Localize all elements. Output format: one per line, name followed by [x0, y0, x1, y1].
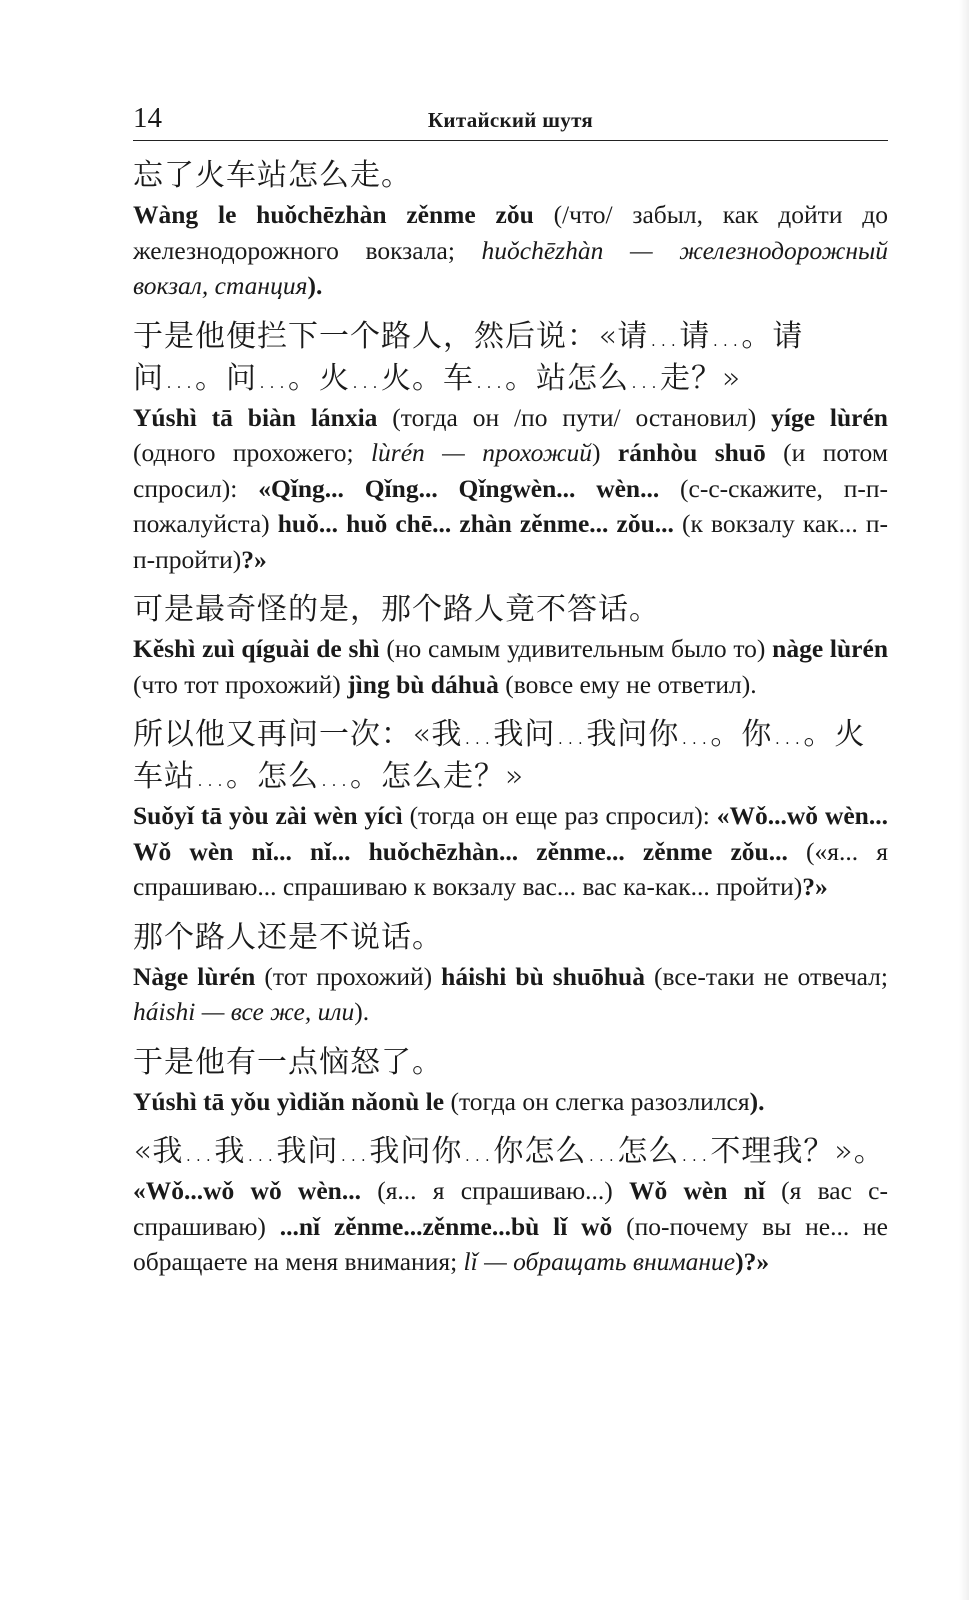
- pinyin-text: )?»: [735, 1247, 770, 1276]
- pinyin-text: «Wǒ...wǒ wèn... Wǒ wèn nǐ... nǐ... huǒchēzhàn... zěnme... zěnme zǒu...: [133, 801, 888, 866]
- text-block: [133, 1131, 888, 1280]
- gloss-text: huǒchēzhàn — железнодорожный вокзал, станция: [133, 235, 889, 300]
- translation-text: (по-почему вы не... не обращаете на меня внимания;: [133, 1211, 888, 1276]
- gloss-text: lǐ — обращать внимание: [463, 1247, 736, 1276]
- pinyin-translation: [133, 197, 888, 304]
- pinyin-text: háishi bù shuōhuà: [441, 961, 645, 991]
- text-block: [133, 1042, 888, 1120]
- gloss-text: háishi — все же, или: [133, 997, 355, 1026]
- pinyin-translation: [133, 798, 888, 905]
- translation-text: (к вокзалу как... п-п-пройти): [133, 509, 888, 574]
- page-number: 14: [133, 102, 162, 134]
- pinyin-text: Wǒ wèn nǐ: [629, 1176, 765, 1205]
- translation-text: (тогда он /по пути/ остановил): [377, 402, 772, 432]
- pinyin-text: Kěshì zuì qíguài de shì: [133, 634, 380, 663]
- pinyin-text: Suǒyǐ tā yòu zài wèn yícì: [133, 801, 403, 830]
- gloss-text: lùrén — прохожий: [370, 438, 593, 467]
- page-content: [133, 141, 888, 1280]
- chinese-sentence: «我…我…我问…我问你…你怎么…怎么…不理我？»。: [133, 1134, 885, 1169]
- translation-text: (тот прохожий): [255, 961, 442, 991]
- text-block: [133, 589, 888, 702]
- pinyin-text: Yúshì tā biàn lánxia: [133, 402, 378, 432]
- pinyin-translation: [133, 1173, 888, 1280]
- pinyin-translation: [133, 1084, 888, 1120]
- pinyin-text: «Wǒ...wǒ wǒ wèn...: [133, 1176, 361, 1205]
- translation-text: (и потом спросил):: [133, 438, 888, 503]
- text-block: [133, 714, 888, 905]
- pinyin-translation: [133, 959, 888, 1030]
- text-block: [133, 917, 888, 1030]
- pinyin-text: ).: [307, 271, 323, 300]
- chinese-sentence: 忘了火车站怎么走。: [133, 158, 412, 193]
- pinyin-text: Yúshì tā yǒu yìdiǎn nǎonù le: [133, 1086, 445, 1116]
- translation-text: («я... я спрашиваю... спрашиваю к вокзалу вас... вас ка-как... пройти): [133, 836, 888, 901]
- translation-text: (/что/ забыл, как дойти до железнодорожного вокзала;: [133, 200, 888, 265]
- translation-text: (я вас с-спрашиваю): [133, 1176, 888, 1241]
- chinese-sentence: 于是他便拦下一个路人，然后说：«请…请…。请问…。问…。火…火。车…。站怎么…走？»: [133, 318, 804, 396]
- pinyin-text: nàge lùrén: [772, 634, 889, 663]
- pinyin-text: Nàge lùrén: [133, 961, 256, 991]
- pinyin-text: Wàng le huǒchēzhàn zěnme zǒu: [133, 200, 534, 229]
- book-page: [133, 96, 888, 1292]
- text-block: [133, 155, 888, 304]
- translation-text: (тогда он еще раз спросил):: [402, 801, 717, 830]
- pinyin-text: yíge lùrén: [771, 402, 888, 432]
- translation-text: (я... я спрашиваю...): [360, 1176, 629, 1205]
- pinyin-text: ?»: [802, 872, 828, 901]
- pinyin-text: ).: [749, 1086, 765, 1116]
- pinyin-text: ...nǐ zěnme...zěnme...bù lǐ wǒ: [279, 1211, 613, 1241]
- pinyin-translation: [133, 400, 888, 578]
- translation-text: ): [592, 438, 618, 467]
- translation-text: (с-с-скажите, п-п-пожалуйста): [133, 473, 888, 538]
- chinese-sentence: 那个路人还是不说话。: [133, 919, 443, 955]
- translation-text: (одного прохожего;: [133, 438, 371, 467]
- translation-text: (тогда он слегка разозлился: [444, 1086, 750, 1116]
- page-header: [133, 96, 888, 141]
- pinyin-text: ?»: [241, 544, 267, 574]
- pinyin-text: ránhòu shuō: [617, 438, 766, 467]
- pinyin-translation: [133, 631, 888, 702]
- translation-text: ).: [354, 997, 370, 1026]
- translation-text: (что тот прохожий): [133, 669, 348, 699]
- pinyin-text: «Qǐng... Qǐng... Qǐngwèn... wèn...: [258, 473, 660, 503]
- pinyin-text: jìng bù dáhuà: [347, 669, 499, 699]
- translation-text: (но самым удивительным было то): [379, 634, 773, 663]
- running-title: Китайский шутя: [427, 108, 594, 132]
- translation-text: (вовсе ему не ответил).: [498, 669, 757, 699]
- chinese-sentence: 可是最奇怪的是，那个路人竟不答话。: [133, 592, 660, 627]
- pinyin-text: huǒ... huǒ chē... zhàn zěnme... zǒu...: [277, 509, 674, 538]
- chinese-sentence: 于是他有一点恼怒了。: [133, 1044, 443, 1080]
- translation-text: (все-таки не отвечал;: [644, 961, 888, 991]
- text-block: [133, 316, 888, 578]
- page-edge-shadow: [959, 0, 969, 1600]
- chinese-sentence: 所以他又再问一次：«我…我问…我问你…。你…。火车站…。怎么…。怎么走？»: [133, 717, 866, 794]
